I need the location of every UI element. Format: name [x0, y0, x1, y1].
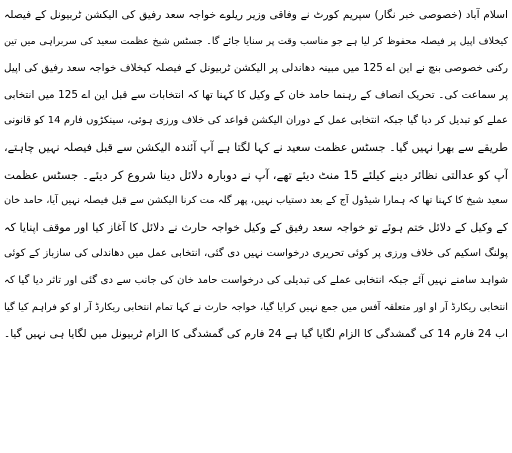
article-line: رکنی خصوصی بنچ نے این اے 125 میں مبینہ دھاندلی پر الیکشن ٹربیونل کے فیصلہ کیخلاف خواجہ سعد رفیق کی اپیل [4, 62, 508, 75]
article-line: اب 24 فارم 14 کی گمشدگی کا الزام لگایا گیا ہے 24 فارم کی گمشدگی کا الزام ٹربیونل میں لگایا ہی نہیں گیا۔ [4, 328, 508, 341]
article-line: پر سماعت کی۔ تحریک انصاف کے رہنما حامد خان کے وکیل کا کہنا تھا کہ انتخابات سے قبل این اے 125 میں انتخابی [4, 88, 508, 101]
article-line: اسلام آباد (خصوصی خبر نگار) سپریم کورٹ نے وفاقی وزیر ریلوے خواجہ سعد رفیق کی الیکشن ٹربیونل کے فیصلہ [4, 9, 508, 21]
article-line: سعید شیخ کا کہنا تھا کہ ہمارا شیڈول آج کے بعد دستیاب نہیں، پھر گلہ مت کرنا الیکشن سے قبل فیصلہ نہیں آیا، حامد خان [4, 195, 508, 207]
article-line: انتخابی ریکارڈ آر او اور متعلقہ آفس میں جمع نہیں کرایا گیا، خواجہ حارث نے کہا تمام انتخابی ریکارڈ آر او کو فراہم کیا گیا [4, 301, 508, 313]
article-line: آپ کو عدالتی نظائر دینے کیلئے 15 منٹ دیئے تھے، آپ نے دوبارہ دلائل دینا شروع کر دیئے۔ جسٹس عظمت [4, 167, 508, 182]
article-line: طریقے سے بھرا نہیں گیا۔ جسٹس عظمت سعید نے کہا لگتا ہے آپ آئندہ الیکشن سے قبل فیصلہ نہیں چاہتے، [4, 140, 508, 154]
article-line: کیخلاف اپیل پر فیصلہ محفوظ کر لیا ہے جو مناسب وقت پر سنایا جائے گا۔ جسٹس شیخ عظمت سعید کی سربراہی میں تین [4, 35, 508, 47]
article-line: عملے کو تبدیل کر دیا گیا جبکہ انتخابی عمل کے دوران الیکشن قواعد کی خلاف ورزی ہوئی، سینکڑوں فارم 14 کو قانونی [4, 115, 508, 127]
article-line: شواہد سامنے نہیں آئے جبکہ انتخابی عملے کی تبدیلی کی درخواست حامد خان کی جانب سے دی گئی اور تاثر دیا گیا کہ [4, 274, 508, 286]
article-line: پولنگ اسکیم کی خلاف ورزی پر کوئی تحریری درخواست نہیں دی گئی، انتخابی عمل میں دھاندلی کی سازباز کے کوئی [4, 248, 508, 260]
article-line: کے وکیل کے دلائل ختم ہوئے تو خواجہ سعد رفیق کے وکیل خواجہ حارث نے دلائل کا آغاز کیا اور موقف اپنایا کہ [4, 220, 508, 234]
